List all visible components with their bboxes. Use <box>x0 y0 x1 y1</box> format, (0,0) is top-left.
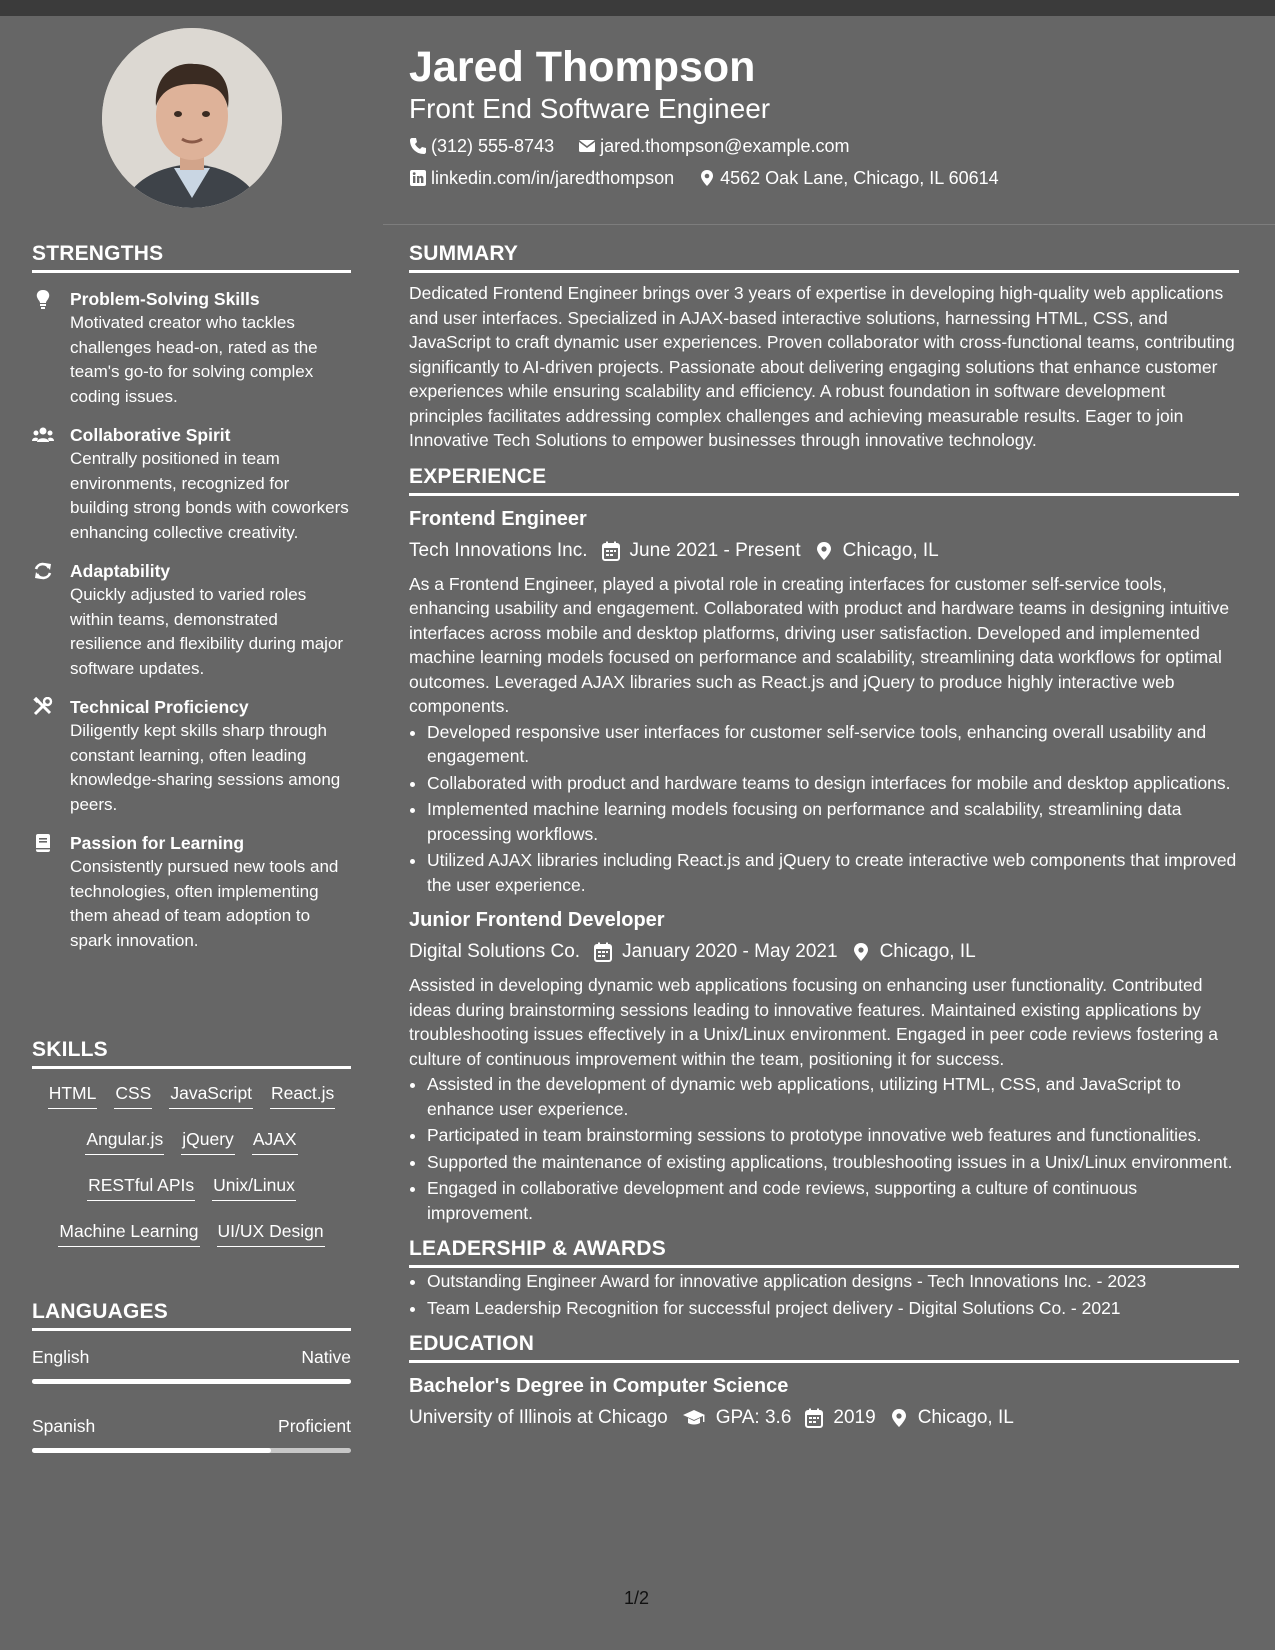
strength-title: Passion for Learning <box>70 833 245 853</box>
language-proficiency-bar <box>32 1448 351 1453</box>
address-contact <box>698 166 999 190</box>
summary-section <box>409 242 1239 453</box>
education-section <box>409 1332 1239 1431</box>
strength-description: Consistently pursued new tools and technologies, often implementing them ahead of team adoption to spark innovation. <box>70 857 339 950</box>
languages-section <box>32 1300 351 1453</box>
strength-item <box>32 423 351 545</box>
contact-row <box>409 134 1239 158</box>
job-dates: January 2020 - May 2021 <box>622 941 838 962</box>
education-heading: EDUCATION <box>409 1332 1239 1363</box>
strength-item <box>32 695 351 817</box>
language-proficiency-fill <box>32 1448 271 1453</box>
grad-year-wrap <box>805 1405 875 1431</box>
job-title: Junior Frontend Developer <box>409 909 665 931</box>
edu-location: Chicago, IL <box>917 1407 1014 1428</box>
bullet-item: • Participated in team brainstorming sessions to prototype innovative web features and functionalities. <box>427 1123 1239 1148</box>
language-item <box>32 1345 351 1384</box>
skills-section <box>32 1038 351 1265</box>
tools-icon <box>32 697 54 717</box>
skill-tag: React.js <box>270 1081 335 1109</box>
contact-row <box>409 166 1239 190</box>
skills-heading: SKILLS <box>32 1038 351 1069</box>
job-dates-wrap <box>594 939 837 965</box>
gpa-text: GPA: 3.6 <box>715 1407 792 1428</box>
envelope-icon <box>578 137 596 155</box>
resume-page <box>0 16 1275 1650</box>
skill-tag: Machine Learning <box>58 1219 199 1247</box>
language-name: English <box>32 1347 90 1367</box>
strength-title: Collaborative Spirit <box>70 425 231 445</box>
skill-tag: Unix/Linux <box>212 1173 296 1201</box>
calendar-icon <box>602 541 620 561</box>
skill-tag: Angular.js <box>85 1127 164 1155</box>
candidate-name: Jared Thompson <box>409 43 756 91</box>
calendar-icon <box>594 942 612 962</box>
grad-year: 2019 <box>833 1407 876 1428</box>
lightbulb-icon <box>32 289 54 309</box>
map-pin-icon <box>890 1408 908 1428</box>
job-bullets <box>409 720 1239 898</box>
language-proficiency-bar <box>32 1379 351 1384</box>
calendar-icon <box>805 1408 823 1428</box>
skill-tag: AJAX <box>252 1127 298 1155</box>
bullet-item: • Engaged in collaborative development and code reviews, supporting a culture of continuous improvement. <box>427 1176 1239 1225</box>
job-location-wrap <box>815 538 939 564</box>
strength-description: Quickly adjusted to varied roles within teams, demonstrated resilience and flexibility during major software updates. <box>70 585 344 678</box>
strength-item <box>32 831 351 953</box>
education-meta <box>409 1405 1239 1431</box>
languages-heading: LANGUAGES <box>32 1300 351 1331</box>
skills-list <box>32 1081 351 1265</box>
phone-text: (312) 555-8743 <box>431 136 555 156</box>
skill-tag: JavaScript <box>169 1081 253 1109</box>
main-content <box>409 242 1239 1431</box>
linkedin-text[interactable]: linkedin.com/in/jaredthompson <box>431 168 675 188</box>
email-text[interactable]: jared.thompson@example.com <box>600 136 850 156</box>
phone-icon <box>409 137 427 155</box>
phone-contact <box>409 134 554 158</box>
job-dates-wrap <box>602 538 801 564</box>
job-entry <box>409 506 1239 898</box>
page-indicator: 1/2 <box>624 1588 650 1608</box>
viewer-top-bar <box>0 0 1275 16</box>
users-icon <box>32 425 54 445</box>
strength-title: Adaptability <box>70 561 171 581</box>
job-description: Assisted in developing dynamic web applications focusing on enhancing user functionality. Contributed ideas during brainstorming sessions leading to innovative features. Maintained existing applications by troubleshooting issues effectively in a Unix/Linux environment. Engaged in peer code reviews fostering a culture of continuous improvement within the team, positioning it for success. <box>409 975 1219 1069</box>
strength-description: Diligently kept skills sharp through constant learning, often leading knowledge-sharing sessions among peers. <box>70 721 341 814</box>
strengths-heading: STRENGTHS <box>32 242 351 273</box>
header-divider <box>383 224 1275 225</box>
awards-heading: LEADERSHIP & AWARDS <box>409 1237 1239 1268</box>
linkedin-icon <box>409 169 427 187</box>
strength-description: Motivated creator who tackles challenges head-on, rated as the team's go-to for solving complex coding issues. <box>70 313 318 406</box>
school-name: University of Illinois at Chicago <box>409 1407 668 1428</box>
job-location: Chicago, IL <box>842 539 939 561</box>
awards-list <box>409 1269 1239 1320</box>
job-location: Chicago, IL <box>879 941 976 962</box>
bullet-item: • Implemented machine learning models focusing on performance and scalability, streamlining data processing workflows. <box>427 797 1239 846</box>
job-bullets <box>409 1072 1239 1225</box>
map-pin-icon <box>698 169 716 187</box>
edu-location-wrap <box>890 1405 1014 1431</box>
skill-tag: UI/UX Design <box>217 1219 325 1247</box>
skill-tag: RESTful APIs <box>87 1173 195 1201</box>
email-contact[interactable] <box>578 134 849 158</box>
book-icon <box>32 833 54 853</box>
bullet-item: • Assisted in the development of dynamic web applications, utilizing HTML, CSS, and JavaScript to enhance user experience. <box>427 1072 1239 1121</box>
resume-header <box>409 42 1239 190</box>
strength-title: Technical Proficiency <box>70 697 249 717</box>
address-text: 4562 Oak Lane, Chicago, IL 60614 <box>720 168 999 188</box>
job-location-wrap <box>852 939 976 965</box>
strength-item <box>32 559 351 681</box>
job-meta <box>409 939 1239 965</box>
strength-title: Problem-Solving Skills <box>70 289 260 309</box>
bullet-item: • Utilized AJAX libraries including React.js and jQuery to create interactive web components that improved the user experience. <box>427 848 1239 897</box>
map-pin-icon <box>815 541 833 561</box>
job-title: Frontend Engineer <box>409 507 587 530</box>
skill-tag: HTML <box>48 1081 98 1109</box>
map-pin-icon <box>852 942 870 962</box>
graduation-cap-icon <box>682 1408 706 1428</box>
awards-section <box>409 1237 1239 1320</box>
job-entry <box>409 907 1239 1225</box>
award-item: • Team Leadership Recognition for successful project delivery - Digital Solutions Co. - 2021 <box>427 1296 1239 1321</box>
job-company: Digital Solutions Co. <box>409 941 581 962</box>
degree-title: Bachelor's Degree in Computer Science <box>409 1375 789 1397</box>
skill-tag: jQuery <box>181 1127 235 1155</box>
summary-heading: SUMMARY <box>409 242 1239 273</box>
language-name: Spanish <box>32 1416 96 1436</box>
experience-section <box>409 465 1239 1226</box>
refresh-icon <box>32 561 54 581</box>
gpa-wrap <box>682 1405 792 1431</box>
strength-description: Centrally positioned in team environments, recognized for building strong bonds with coworkers enhancing collective creativity. <box>70 449 349 542</box>
summary-text: Dedicated Frontend Engineer brings over 3 years of expertise in developing high-quality web applications and user interfaces. Specialized in AJAX-based interactive solutions, harnessing HTML, CSS, and JavaScript to craft dynamic user experiences. Proven collaborator with cross-functional teams, contributing significantly to AI-driven projects. Passionate about delivering engaging solutions that enhance customer experiences while ensuring scalability and efficiency. A robust foundation in software development principles facilitates addressing complex challenges and achieving measurable results. Eager to join Innovative Tech Solutions to empower businesses through innovative technology. <box>409 283 1235 450</box>
language-level: Native <box>301 1347 351 1367</box>
profile-photo-illustration <box>102 28 282 208</box>
language-level: Proficient <box>278 1416 351 1436</box>
job-dates: June 2021 - Present <box>629 539 801 561</box>
job-description: As a Frontend Engineer, played a pivotal role in creating interfaces for customer self-service tools, enhancing usability and engagement. Collaborated with product and hardware teams in designing intuitive interfaces across mobile and desktop platforms, driving user satisfaction. Developed and implemented machine learning models focused on performance and scalability, streamlining data workflows for optimal outcomes. Leveraged AJAX libraries such as React.js and jQuery to produce highly interactive web components. <box>409 573 1230 716</box>
award-item: • Outstanding Engineer Award for innovative application designs - Tech Innovations Inc. - 2023 <box>427 1269 1239 1294</box>
bullet-item: • Supported the maintenance of existing applications, troubleshooting issues in a Unix/Linux environment. <box>427 1150 1239 1175</box>
bullet-item: • Collaborated with product and hardware teams to design interfaces for mobile and desktop applications. <box>427 771 1239 796</box>
experience-heading: EXPERIENCE <box>409 465 1239 496</box>
language-proficiency-fill <box>32 1379 351 1384</box>
language-item <box>32 1414 351 1453</box>
strengths-section <box>32 242 351 953</box>
profile-photo <box>102 28 282 208</box>
linkedin-contact[interactable] <box>409 166 674 190</box>
strength-item <box>32 287 351 409</box>
bullet-item: • Developed responsive user interfaces for customer self-service tools, enhancing overall usability and engagement. <box>427 720 1239 769</box>
job-company: Tech Innovations Inc. <box>409 539 588 561</box>
skill-tag: CSS <box>114 1081 152 1109</box>
candidate-title: Front End Software Engineer <box>409 93 771 124</box>
job-meta <box>409 538 1239 564</box>
